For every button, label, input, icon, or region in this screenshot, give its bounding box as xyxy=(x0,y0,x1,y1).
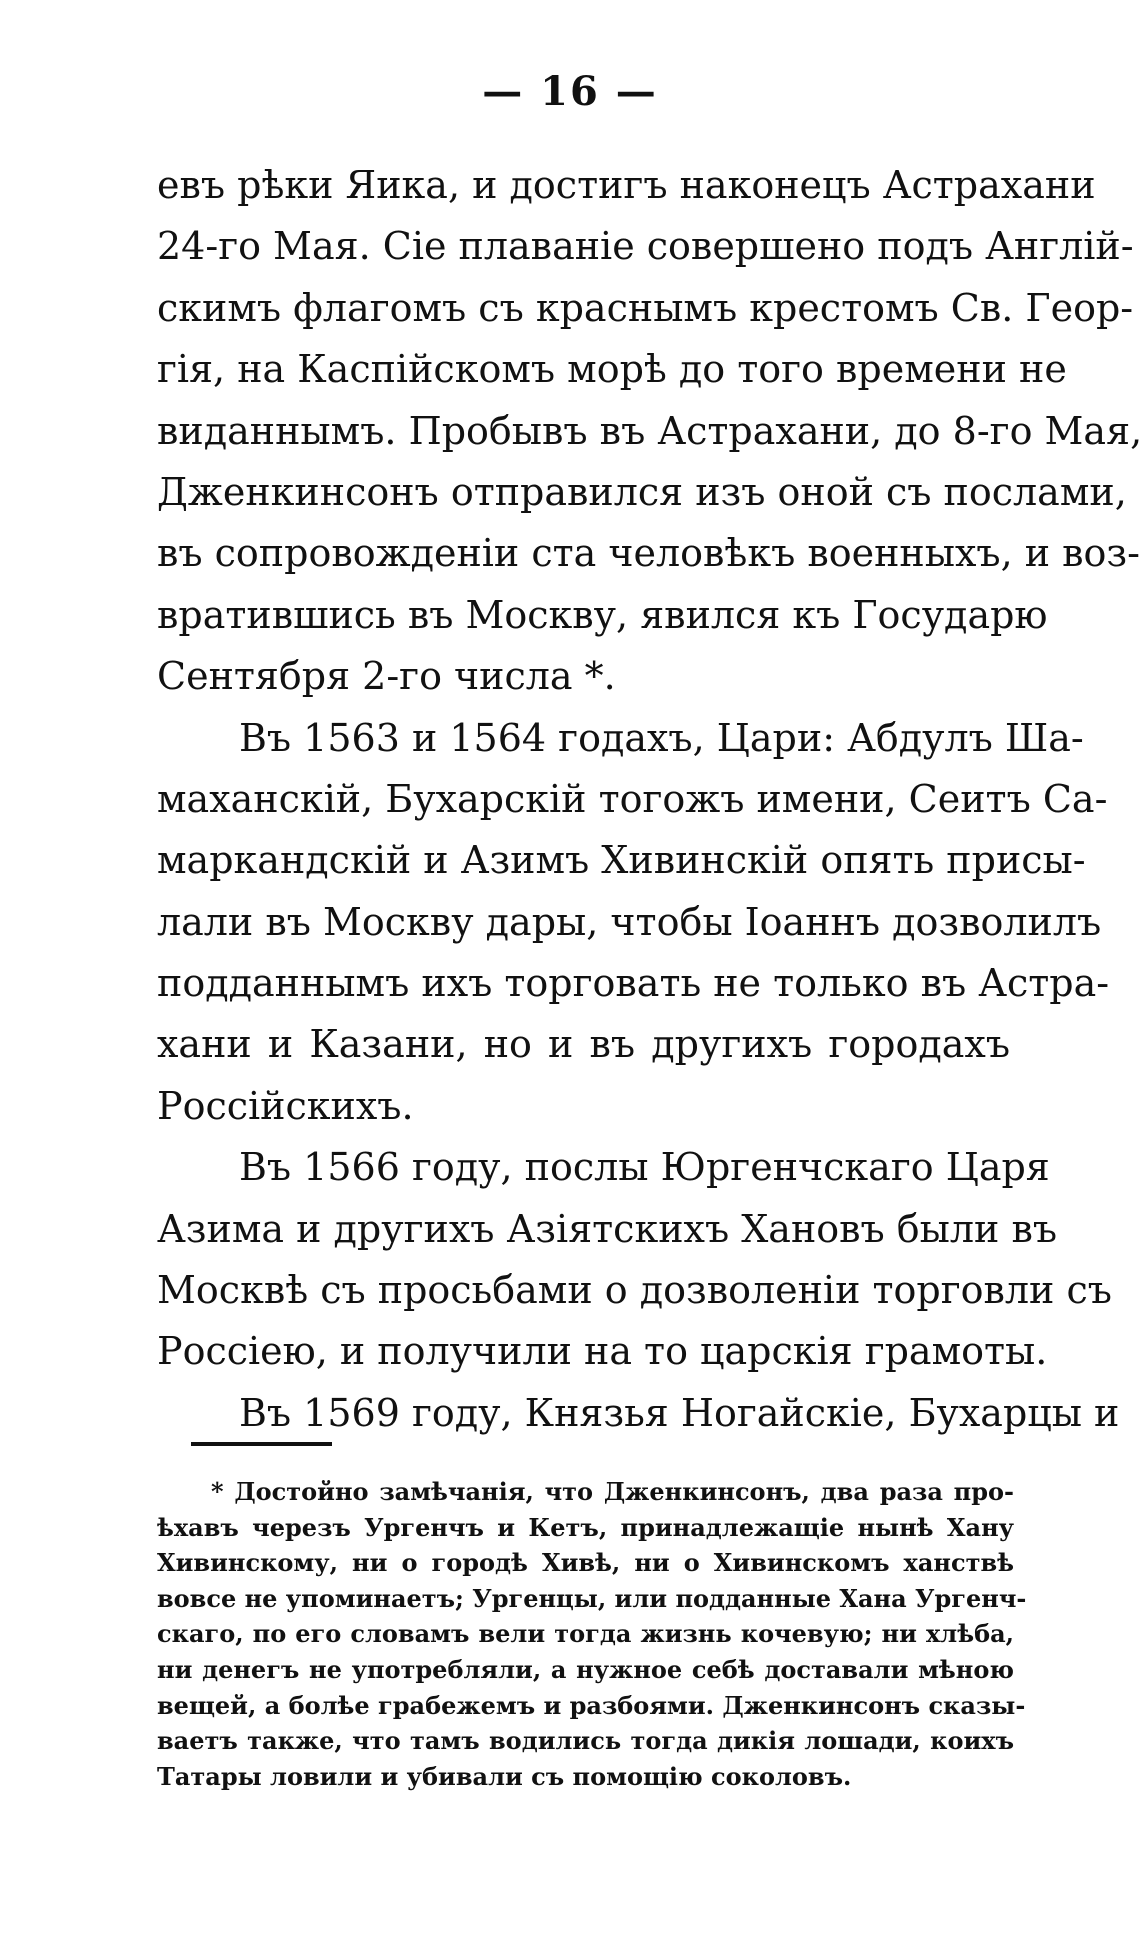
text-line: маханскій, Бухарскій тогожъ имени, Сеитъ Са- xyxy=(157,776,1108,821)
text-line: вратившись въ Москву, явился къ Государю xyxy=(157,592,1048,637)
text-line: хани и Казани, но и въ другихъ городахъ xyxy=(157,1022,1010,1067)
text-line: подданнымъ ихъ торговать не только въ Астра- xyxy=(157,961,1110,1006)
text-line: Въ 1563 и 1564 годахъ, Цари: Абдулъ Ша- xyxy=(239,715,1084,760)
footnote-line: вещей, а болѣе грабежемъ и разбоями. Дженкинсонъ сказы- xyxy=(157,1690,1026,1720)
footnote-line: вовсе не упоминаетъ; Ургенцы, или подданные Хана Ургенч- xyxy=(157,1583,1027,1613)
text-line: Москвѣ съ просьбами о дозволеніи торговли съ xyxy=(157,1268,1112,1313)
text-line: скимъ флагомъ съ краснымъ крестомъ Св. Геор- xyxy=(157,285,1134,330)
footnote-line: Татары ловили и убивали съ помощію соколовъ. xyxy=(157,1761,852,1791)
footnote xyxy=(157,1474,1027,1794)
footnote-line: ни денегъ не употребляли, а нужное себѣ доставали мѣною xyxy=(157,1654,1014,1684)
text-line: Россіею, и получили на то царскія грамоты. xyxy=(157,1329,1048,1374)
page-number: — 16 — xyxy=(482,68,658,115)
footnote-line: Хивинскому, ни о городѣ Хивѣ, ни о Хивинскомъ ханствѣ xyxy=(157,1548,1014,1578)
text-line: лали въ Москву дары, чтобы Іоаннъ дозволилъ xyxy=(157,899,1102,944)
text-line: Въ 1569 году, Князья Ногайскіе, Бухарцы и xyxy=(239,1390,1120,1435)
text-line: евъ рѣки Яика, и достигъ наконецъ Астрахани xyxy=(157,163,1096,207)
text-line: виданнымъ. Пробывъ въ Астрахани, до 8-го Мая, xyxy=(157,408,1142,453)
footnote-line: * Достойно замѣчанія, что Дженкинсонъ, два раза про- xyxy=(211,1477,1014,1506)
text-line: 24-го Мая. Сіе плаваніе совершено подъ Англій- xyxy=(157,224,1134,269)
main-text xyxy=(157,155,1142,1444)
text-line: Сентября 2-го числа *. xyxy=(157,654,616,699)
text-line: гія, на Каспійскомъ морѣ до того времени не xyxy=(157,347,1067,392)
text-line: въ сопровожденіи ста человѣкъ военныхъ, и воз- xyxy=(157,531,1140,576)
footnote-line: ѣхавъ черезъ Ургенчъ и Кетъ, принадлежащіе нынѣ Хану xyxy=(157,1512,1014,1542)
text-line: Россійскихъ. xyxy=(157,1083,414,1128)
footnote-line: ваетъ также, что тамъ водились тогда дикія лошади, коихъ xyxy=(157,1726,1014,1756)
text-line: маркандскій и Азимъ Хивинскій опять присы- xyxy=(157,838,1086,883)
footnote-line: скаго, по его словамъ вели тогда жизнь кочевую; ни хлѣба, xyxy=(157,1619,1014,1649)
text-line: Дженкинсонъ отправился изъ оной съ послами, xyxy=(157,469,1127,514)
text-line: Азима и другихъ Азіятскихъ Хановъ были въ xyxy=(157,1206,1058,1251)
footnote-divider xyxy=(191,1442,332,1446)
text-line: Въ 1566 году, послы Юргенчскаго Царя xyxy=(239,1145,1050,1190)
